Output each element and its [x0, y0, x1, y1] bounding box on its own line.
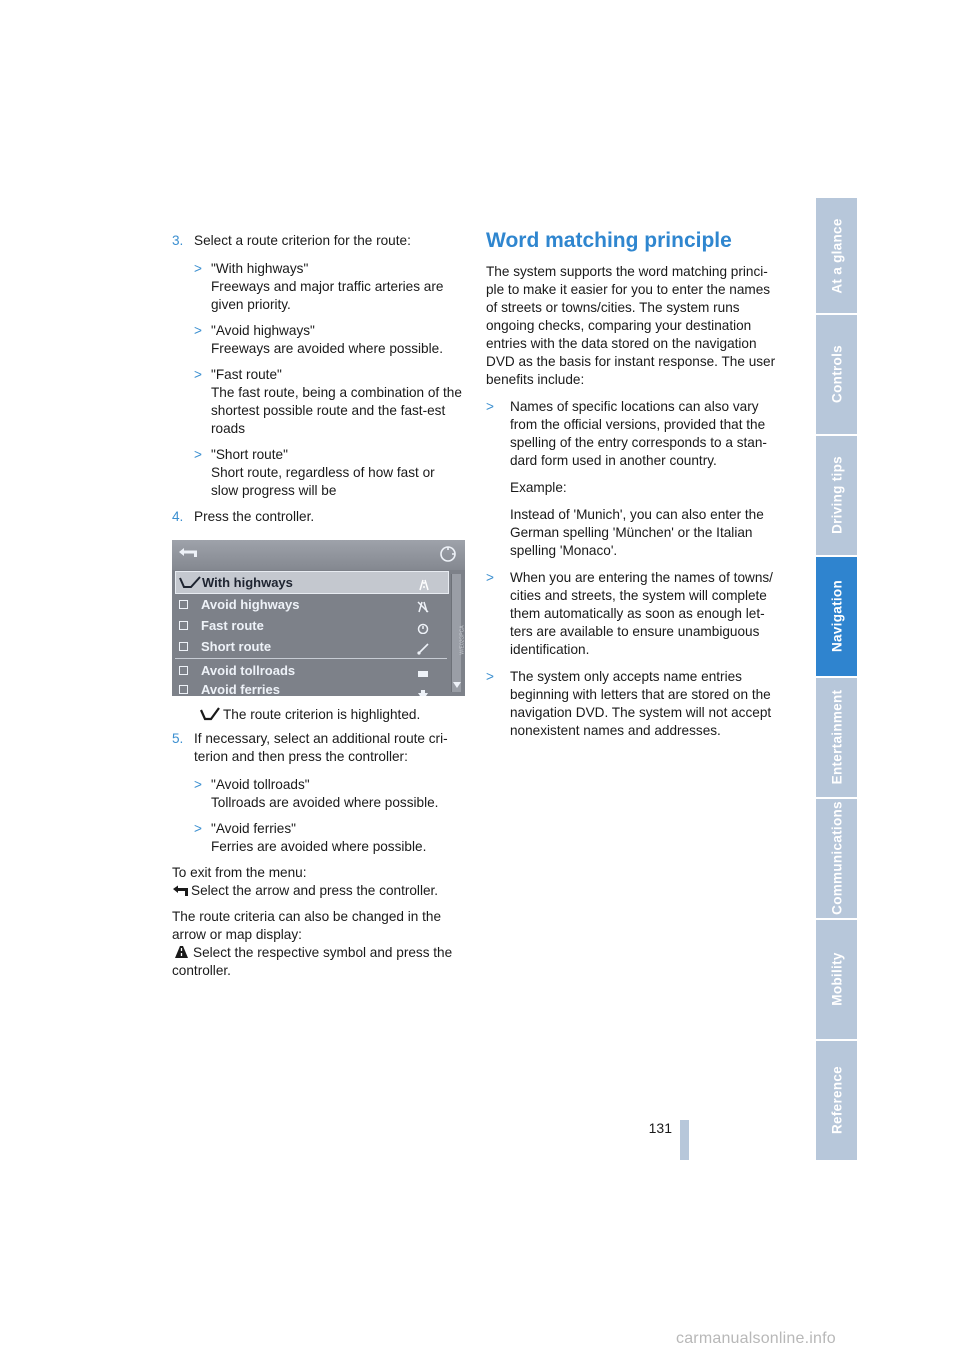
option-title: "Avoid ferries": [211, 821, 296, 836]
avoid-highway-icon: [417, 598, 429, 610]
tab-communications[interactable]: Communications: [816, 798, 857, 920]
exit-instruction: [172, 882, 464, 900]
intro-paragraph: The system supports the word matching princi-ple to make it easier for you to enter the names of streets or towns/cities. The system runs ongoing checks, comparing your destination entries with the data stored on the navigation DVD as the basis for instant response. The user benefits include:: [486, 264, 776, 387]
bullet-arrow-icon: >: [486, 399, 494, 414]
change-text: Select the respective symbol and press the controller.: [172, 945, 453, 978]
checkbox-icon: [179, 685, 188, 694]
menu-row-avoid-highways[interactable]: [175, 594, 447, 615]
menu-separator: [175, 658, 447, 659]
scroll-down-icon: [453, 682, 461, 688]
page-marker-bar: [680, 1120, 689, 1160]
option-avoid-ferries: [194, 820, 464, 856]
menu-row-short-route[interactable]: [175, 636, 447, 657]
change-intro: The route criteria can also be changed in the arrow or map display:: [172, 909, 442, 942]
bullet-arrow-icon: >: [194, 261, 202, 276]
bullet-arrow-icon: >: [194, 367, 202, 382]
option-avoid-highways: [194, 322, 464, 358]
step-text: Select a route criterion for the route:: [194, 233, 411, 248]
step-3: [172, 232, 464, 250]
checkbox-icon: [179, 642, 188, 651]
checkbox-icon: [179, 600, 188, 609]
menu-row-avoid-tollroads[interactable]: [175, 660, 447, 681]
option-title: "Avoid highways": [211, 323, 315, 338]
option-short-route: [194, 446, 464, 500]
menu-row-avoid-ferries[interactable]: [175, 679, 447, 696]
bullet-arrow-icon: >: [194, 821, 202, 836]
tab-driving-tips[interactable]: Driving tips: [816, 435, 857, 557]
step-number: 3.: [172, 233, 184, 248]
bullet-arrow-icon: >: [194, 323, 202, 338]
menu-row-fast-route[interactable]: [175, 615, 447, 636]
option-desc: Freeways are avoided where possible.: [211, 341, 443, 356]
watermark: carmanualsonline.info: [676, 1330, 836, 1347]
toll-icon: [417, 664, 429, 676]
checkbox-icon: [179, 621, 188, 630]
back-arrow-icon: [178, 547, 198, 561]
stopwatch-icon: [417, 619, 429, 631]
step-text: Press the controller.: [194, 509, 315, 524]
checkmark-icon: [200, 707, 220, 721]
right-column: [486, 228, 782, 740]
section-heading: Word matching principle: [486, 229, 732, 252]
image-code: W/E02GPCA: [459, 625, 465, 655]
menu-row-label: Avoid highways: [201, 597, 300, 612]
step-number: 4.: [172, 509, 184, 524]
menu-row-label: With highways: [202, 575, 293, 590]
benefit-text: Instead of 'Munich', you can also enter the German spelling 'München' or the Italian spelling 'Monaco'.: [510, 507, 764, 558]
ferry-icon: [417, 683, 429, 695]
benefit-text: When you are entering the names of towns/ cities and streets, the system will complete them automatically as soon as enough let-ters are available to ensure unambiguous identification.: [510, 570, 773, 657]
bullet-arrow-icon: >: [194, 447, 202, 462]
tab-reference[interactable]: Reference: [816, 1040, 857, 1162]
tab-entertainment[interactable]: Entertainment: [816, 677, 857, 799]
benefit-item: [486, 569, 782, 659]
highlight-note-line: [172, 706, 464, 724]
option-avoid-tollroads: [194, 776, 464, 812]
bullet-arrow-icon: >: [194, 777, 202, 792]
left-column: [172, 232, 464, 980]
highlight-note: The route criterion is highlighted.: [223, 707, 421, 722]
menu-row-label: Short route: [201, 639, 272, 654]
back-arrow-icon: [172, 885, 189, 897]
change-instruction: [172, 944, 464, 980]
short-route-icon: [417, 640, 429, 652]
tab-mobility[interactable]: Mobility: [816, 919, 857, 1041]
bullet-arrow-icon: >: [486, 669, 494, 684]
step-4: [172, 508, 464, 526]
option-fast-route: [194, 366, 464, 438]
step-5: [172, 730, 464, 766]
exit-text: Select the arrow and press the controller.: [191, 883, 439, 898]
page-number: 131: [648, 1120, 672, 1136]
checkmark-icon: [179, 576, 201, 589]
menu-row-label: Fast route: [201, 618, 264, 633]
bullet-arrow-icon: >: [486, 570, 494, 585]
step-number: 5.: [172, 731, 184, 746]
menu-row-label: Avoid ferries: [201, 682, 280, 696]
option-title: "Avoid tollroads": [211, 777, 310, 792]
checkbox-icon: [179, 666, 188, 675]
benefit-item: [486, 398, 782, 560]
option-with-highways: [194, 260, 464, 314]
highway-icon: [418, 576, 430, 588]
route-criteria-screen: [172, 540, 465, 696]
option-desc: Ferries are avoided where possible.: [211, 839, 427, 854]
benefit-text: Example:: [510, 480, 567, 495]
option-title: "With highways": [211, 261, 309, 276]
menu-title-bar: [172, 540, 465, 570]
step-text: If necessary, select an additional route cri-terion and then press the controller:: [194, 731, 448, 764]
tab-navigation[interactable]: Navigation: [816, 556, 857, 678]
option-desc: Freeways and major traffic arteries are given priority.: [211, 279, 444, 312]
option-title: "Short route": [211, 447, 288, 462]
option-desc: Short route, regardless of how fast or slow progress will be: [211, 465, 435, 498]
tab-at-a-glance[interactable]: At a glance: [816, 198, 857, 315]
benefit-text: The system only accepts name entries beginning with letters that are stored on the navigation DVD. The system will not accept nonexistent names and addresses.: [510, 669, 772, 738]
benefit-text: Names of specific locations can also vary from the official versions, provided that the spelling of the entry corresponds to a stan-dard form used in another country.: [510, 399, 767, 468]
menu-row-with-highways[interactable]: [175, 571, 449, 594]
exit-intro: To exit from the menu:: [172, 865, 307, 880]
option-title: "Fast route": [211, 367, 282, 382]
menu-row-label: Avoid tollroads: [201, 663, 296, 678]
controller-icon: [439, 545, 457, 563]
option-desc: The fast route, being a combination of the shortest possible route and the fast-est roads: [211, 385, 462, 436]
highway-symbol-icon: [172, 945, 191, 959]
option-desc: Tollroads are avoided where possible.: [211, 795, 439, 810]
benefit-item: [486, 668, 782, 740]
tab-controls[interactable]: Controls: [816, 314, 857, 436]
